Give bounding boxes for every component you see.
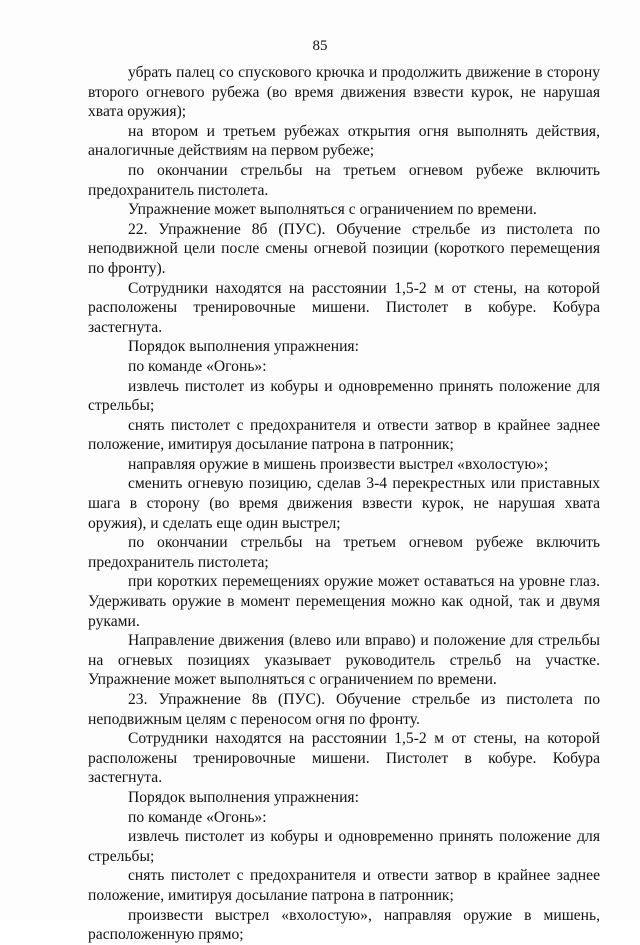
section-heading-22: 22. Упражнение 8б (ПУС). Обучение стрельбе из пистолета по неподвижной цели после смены огневой позиции (короткого перемещения по фронту). — [88, 220, 600, 277]
paragraph: произвести выстрел «вхолостую», направляя оружие в мишень, расположенную прямо; — [88, 906, 600, 944]
paragraph: убрать палец со спускового крючка и продолжить движение в сторону второго огневого рубежа (во время движения взвести курок, не нарушая хвата оружия); — [88, 64, 600, 121]
paragraph: по окончании стрельбы на третьем огневом рубеже включить предохранитель пистолета; — [88, 534, 600, 571]
paragraph: по команде «Огонь»: — [128, 808, 267, 826]
paragraph: извлечь пистолет из кобуры и одновременно принять положение для стрельбы; — [88, 377, 600, 415]
paragraph: извлечь пистолет из кобуры и одновременно принять положение для стрельбы; — [88, 828, 600, 865]
section-heading-23: 23. Упражнение 8в (ПУС). Обучение стрельбе из пистолета по неподвижным целям с переносом огня по фронту. — [88, 691, 600, 728]
paragraph: Сотрудники находятся на расстоянии 1,5-2 м от стены, на которой расположены тренировочные мишени. Пистолет в кобуре. Кобура застегнута. — [88, 279, 600, 336]
paragraph: Направление движения (влево или вправо) и положение для стрельбы на огневых позициях указывает руководитель стрельб на участке. Упражнение может выполняться с ограничением по времени. — [88, 632, 600, 689]
paragraph: по команде «Огонь»: — [128, 357, 267, 375]
paragraph: Упражнение может выполняться с ограничением по времени. — [128, 201, 537, 219]
paragraph: Порядок выполнения упражнения: — [128, 338, 359, 356]
paragraph: направляя оружие в мишень произвести выстрел «вхолостую»; — [128, 455, 549, 473]
page-number: 85 — [312, 38, 328, 54]
paragraph: на втором и третьем рубежах открытия огня выполнять действия, аналогичные действиям на первом рубеже; — [88, 122, 600, 160]
paragraph: при коротких перемещениях оружие может оставаться на уровне глаз. Удерживать оружие в момент перемещения можно как одной, так и двумя руками. — [88, 573, 600, 630]
paragraph: Сотрудники находятся на расстоянии 1,5-2 м от стены, на которой расположены тренировочные мишени. Пистолет в кобуре. Кобура застегнута. — [88, 730, 600, 787]
paragraph: сменить огневую позицию, сделав 3-4 перекрестных или приставных шага в сторону (во время движения взвести курок, не нарушая хвата оружия), и сделать еще один выстрел; — [88, 475, 600, 532]
paragraph: снять пистолет с предохранителя и отвести затвор в крайнее заднее положение, имитируя досылание патрона в патронник; — [88, 867, 600, 904]
body-text — [88, 63, 600, 945]
paragraph: Порядок выполнения упражнения: — [128, 788, 359, 806]
paragraph: по окончании стрельбы на третьем огневом рубеже включить предохранитель пистолета. — [88, 161, 600, 199]
paragraph: снять пистолет с предохранителя и отвести затвор в крайнее заднее положение, имитируя досылание патрона в патронник; — [88, 416, 600, 454]
